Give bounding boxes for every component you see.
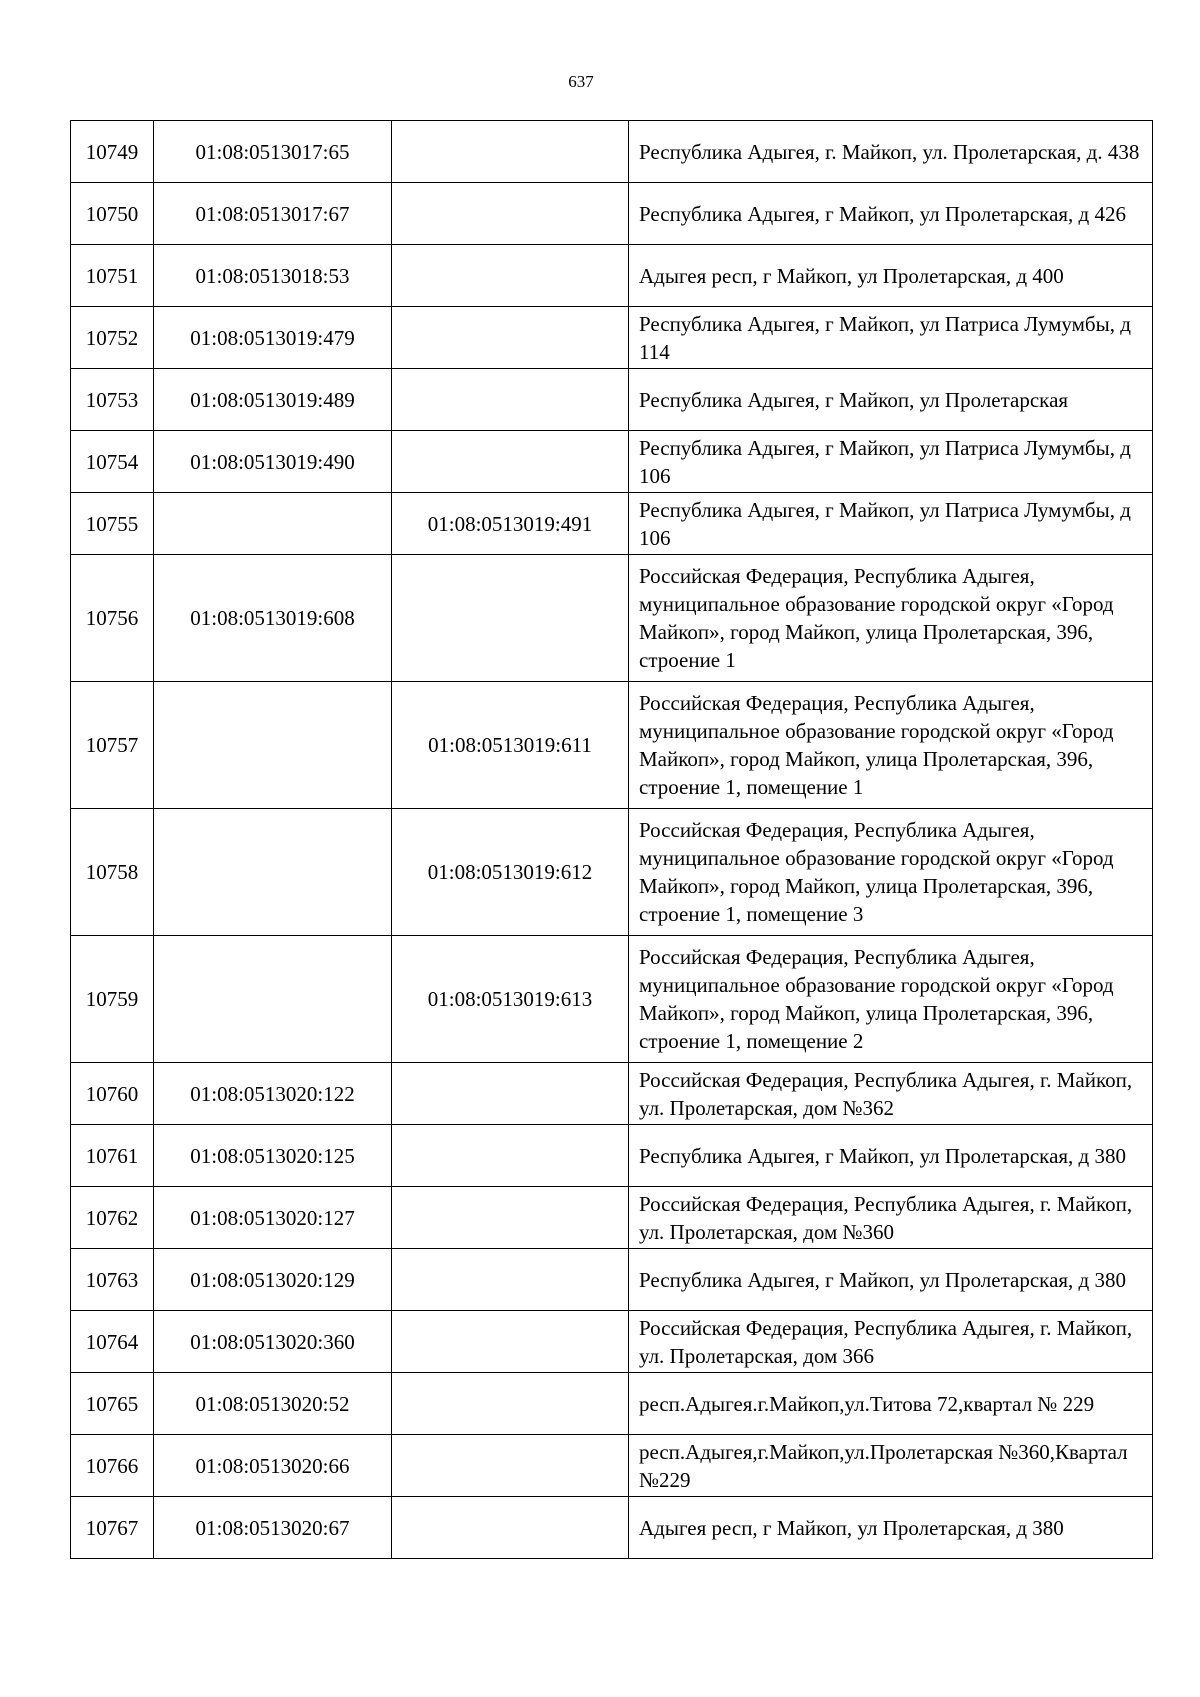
related-cadastral-number-cell	[392, 1373, 629, 1435]
row-number-cell: 10764	[71, 1311, 154, 1373]
row-number-cell: 10767	[71, 1497, 154, 1559]
table-row	[71, 1187, 1153, 1249]
related-cadastral-number-cell	[392, 1187, 629, 1249]
related-cadastral-number-cell	[392, 121, 629, 183]
row-number-cell: 10754	[71, 431, 154, 493]
related-cadastral-number-cell	[392, 183, 629, 245]
related-cadastral-number-cell	[392, 307, 629, 369]
related-cadastral-number-cell	[392, 1435, 629, 1497]
cadastral-number-cell	[154, 809, 392, 936]
cadastral-number-cell: 01:08:0513020:67	[154, 1497, 392, 1559]
row-number-cell: 10757	[71, 682, 154, 809]
page-number: 637	[568, 72, 594, 91]
row-number-cell: 10763	[71, 1249, 154, 1311]
address-cell: Республика Адыгея, г Майкоп, ул Пролетарская, д 380	[629, 1125, 1153, 1187]
address-cell: Республика Адыгея, г Майкоп, ул Патриса Лумумбы, д 114	[629, 307, 1153, 369]
related-cadastral-number-cell	[392, 1311, 629, 1373]
related-cadastral-number-cell	[392, 431, 629, 493]
table-row	[71, 121, 1153, 183]
table-row	[71, 809, 1153, 936]
address-cell: Российская Федерация, Республика Адыгея, муниципальное образование городской округ «Город Майкоп», город Майкоп, улица Пролетарская, 396, строение 1, помещение 1	[629, 682, 1153, 809]
cadastral-number-cell	[154, 493, 392, 555]
table-row	[71, 936, 1153, 1063]
related-cadastral-number-cell: 01:08:0513019:491	[392, 493, 629, 555]
row-number-cell: 10762	[71, 1187, 154, 1249]
row-number-cell: 10752	[71, 307, 154, 369]
cadastral-number-cell: 01:08:0513020:360	[154, 1311, 392, 1373]
address-cell: Адыгея респ, г Майкоп, ул Пролетарская, д 380	[629, 1497, 1153, 1559]
cadastral-number-cell: 01:08:0513019:489	[154, 369, 392, 431]
table-row	[71, 1373, 1153, 1435]
registry-table	[70, 120, 1153, 1559]
row-number-cell: 10766	[71, 1435, 154, 1497]
related-cadastral-number-cell	[392, 245, 629, 307]
cadastral-number-cell	[154, 682, 392, 809]
row-number-cell: 10765	[71, 1373, 154, 1435]
address-cell: Адыгея респ, г Майкоп, ул Пролетарская, д 400	[629, 245, 1153, 307]
address-cell: Республика Адыгея, г Майкоп, ул Пролетарская, д 380	[629, 1249, 1153, 1311]
cadastral-number-cell: 01:08:0513020:52	[154, 1373, 392, 1435]
cadastral-number-cell: 01:08:0513020:66	[154, 1435, 392, 1497]
table-row	[71, 555, 1153, 682]
address-cell: Республика Адыгея, г Майкоп, ул Патриса Лумумбы, д 106	[629, 493, 1153, 555]
address-cell: Республика Адыгея, г. Майкоп, ул. Пролетарская, д. 438	[629, 121, 1153, 183]
cadastral-number-cell: 01:08:0513019:479	[154, 307, 392, 369]
address-cell: Российская Федерация, Республика Адыгея, муниципальное образование городской округ «Город Майкоп», город Майкоп, улица Пролетарская, 396, строение 1	[629, 555, 1153, 682]
row-number-cell: 10760	[71, 1063, 154, 1125]
row-number-cell: 10756	[71, 555, 154, 682]
address-cell: Республика Адыгея, г Майкоп, ул Пролетарская, д 426	[629, 183, 1153, 245]
table-row	[71, 1063, 1153, 1125]
row-number-cell: 10750	[71, 183, 154, 245]
cadastral-number-cell: 01:08:0513018:53	[154, 245, 392, 307]
row-number-cell: 10759	[71, 936, 154, 1063]
registry-table-body	[71, 121, 1153, 1559]
related-cadastral-number-cell: 01:08:0513019:613	[392, 936, 629, 1063]
cadastral-number-cell: 01:08:0513020:129	[154, 1249, 392, 1311]
table-row	[71, 183, 1153, 245]
cadastral-number-cell: 01:08:0513020:127	[154, 1187, 392, 1249]
address-cell: Российская Федерация, Республика Адыгея, муниципальное образование городской округ «Город Майкоп», город Майкоп, улица Пролетарская, 396, строение 1, помещение 3	[629, 809, 1153, 936]
related-cadastral-number-cell	[392, 1249, 629, 1311]
table-row	[71, 1249, 1153, 1311]
cadastral-number-cell	[154, 936, 392, 1063]
related-cadastral-number-cell	[392, 555, 629, 682]
row-number-cell: 10758	[71, 809, 154, 936]
table-row	[71, 369, 1153, 431]
cadastral-number-cell: 01:08:0513017:65	[154, 121, 392, 183]
address-cell: Республика Адыгея, г Майкоп, ул Пролетарская	[629, 369, 1153, 431]
address-cell: Российская Федерация, Республика Адыгея, г. Майкоп, ул. Пролетарская, дом №362	[629, 1063, 1153, 1125]
table-row	[71, 431, 1153, 493]
row-number-cell: 10751	[71, 245, 154, 307]
cadastral-number-cell: 01:08:0513019:608	[154, 555, 392, 682]
cadastral-number-cell: 01:08:0513020:125	[154, 1125, 392, 1187]
table-row	[71, 1435, 1153, 1497]
table-row	[71, 493, 1153, 555]
address-cell: Российская Федерация, Республика Адыгея, г. Майкоп, ул. Пролетарская, дом 366	[629, 1311, 1153, 1373]
cadastral-number-cell: 01:08:0513017:67	[154, 183, 392, 245]
row-number-cell: 10761	[71, 1125, 154, 1187]
row-number-cell: 10755	[71, 493, 154, 555]
address-cell: Российская Федерация, Республика Адыгея, г. Майкоп, ул. Пролетарская, дом №360	[629, 1187, 1153, 1249]
related-cadastral-number-cell: 01:08:0513019:611	[392, 682, 629, 809]
table-row	[71, 307, 1153, 369]
related-cadastral-number-cell	[392, 1063, 629, 1125]
cadastral-number-cell: 01:08:0513019:490	[154, 431, 392, 493]
related-cadastral-number-cell	[392, 369, 629, 431]
table-row	[71, 245, 1153, 307]
related-cadastral-number-cell	[392, 1497, 629, 1559]
row-number-cell: 10753	[71, 369, 154, 431]
related-cadastral-number-cell: 01:08:0513019:612	[392, 809, 629, 936]
address-cell: респ.Адыгея,г.Майкоп,ул.Пролетарская №360,Квартал №229	[629, 1435, 1153, 1497]
table-row	[71, 682, 1153, 809]
row-number-cell: 10749	[71, 121, 154, 183]
address-cell: респ.Адыгея.г.Майкоп,ул.Титова 72,квартал № 229	[629, 1373, 1153, 1435]
cadastral-number-cell: 01:08:0513020:122	[154, 1063, 392, 1125]
address-cell: Российская Федерация, Республика Адыгея, муниципальное образование городской округ «Город Майкоп», город Майкоп, улица Пролетарская, 396, строение 1, помещение 2	[629, 936, 1153, 1063]
table-row	[71, 1311, 1153, 1373]
table-row	[71, 1497, 1153, 1559]
table-row	[71, 1125, 1153, 1187]
address-cell: Республика Адыгея, г Майкоп, ул Патриса Лумумбы, д 106	[629, 431, 1153, 493]
related-cadastral-number-cell	[392, 1125, 629, 1187]
